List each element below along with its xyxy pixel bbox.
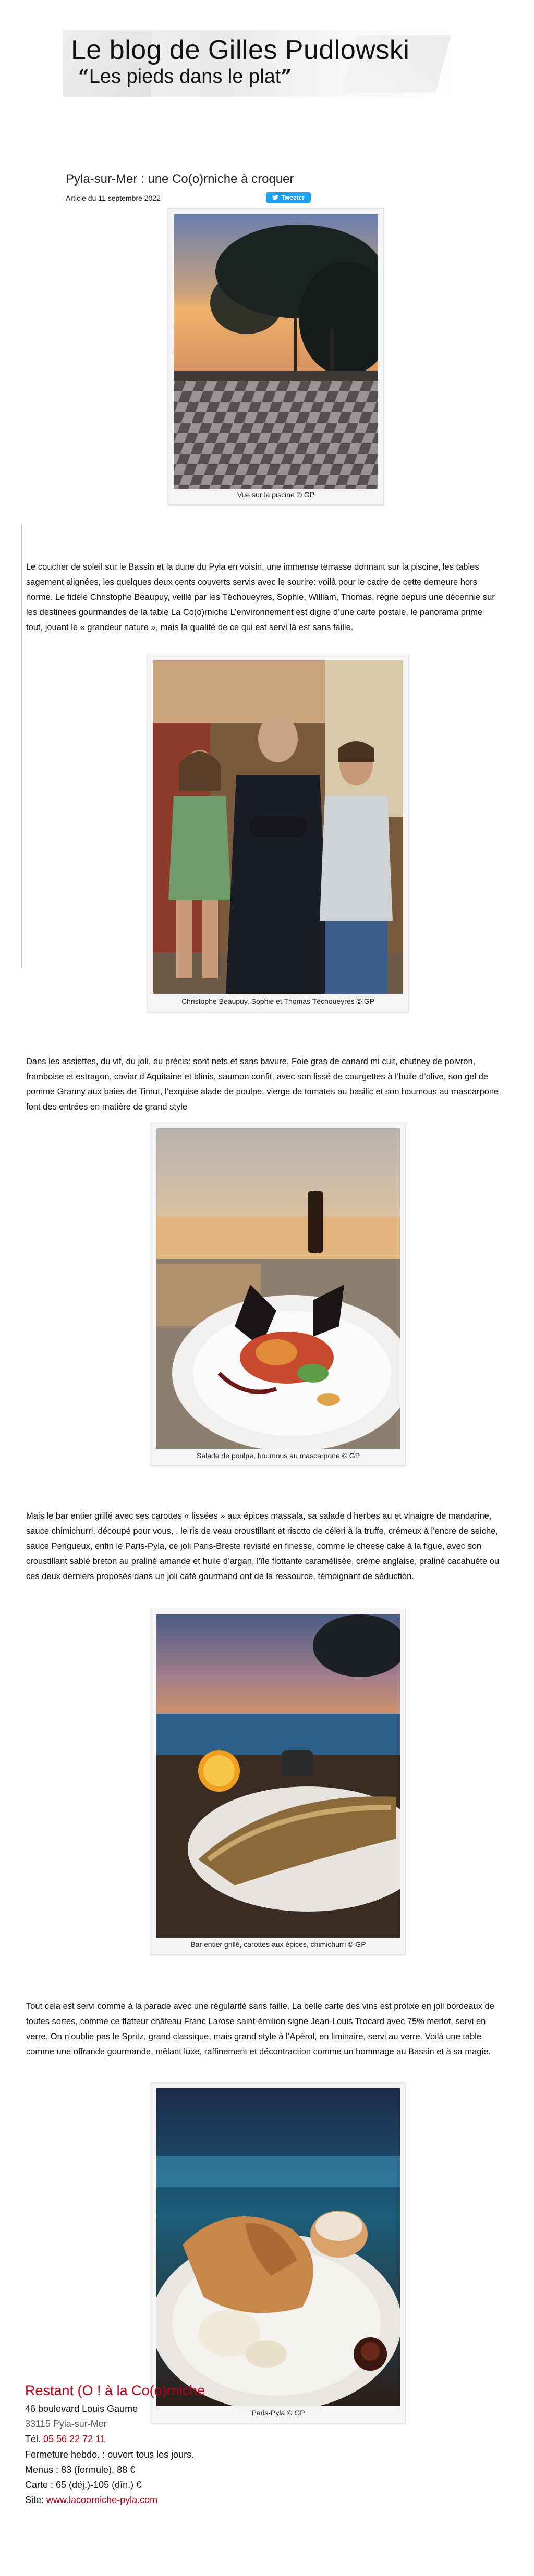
pool-view-photo <box>174 214 378 489</box>
site-label: Site: <box>25 2495 47 2505</box>
restaurant-menus: Menus : 83 (formule), 88 € <box>25 2464 136 2475</box>
post-date: Article du 11 septembre 2022 <box>66 194 161 202</box>
restaurant-closing: Fermeture hebdo. : ouvert tous les jours. <box>25 2449 195 2460</box>
open-quote-mark: “ <box>78 66 89 88</box>
paris-pyla-photo <box>156 2088 400 2406</box>
grilled-bass-photo <box>156 1614 400 1938</box>
tagline-text: Les pieds dans le plat <box>89 66 281 88</box>
octopus-salad-photo <box>156 1128 400 1449</box>
photo-figure-team <box>147 655 409 1012</box>
article-paragraph: Mais le bar entier grillé avec ses carottes « lissées » aux épices massala, sa salade d’herbes au et vinaigre de mandarine, sauce chimichurri, découpé pour vous, , le ris de veau croustillant et risotto de céleri à la truffe, crémeux à l’encre de seiche, sauce Perigueux, enfin le Paris-Pyla, ce joli Paris-Breste revisité en finesse, comme le cheese cake à la figue, avec son croustillant sablé breton au praliné amande et huile d’argan, l’île flottante caramélisée, crème anglaise, praliné cacahuète ou ces deux derniers proposés dans un joli café gourmand ont de la ressource, témoignant de séduction. <box>26 1511 500 1581</box>
article-paragraph: Le coucher de soleil sur le Bassin et la dune du Pyla en voisin, une immense terrasse donnant sur la piscine, les tables sagement alignées, les quelques deux cents couverts servis avec le sourire: voilà pour le cadre de cette demeure hors norme. Le fidèle Christophe Beaupuy, veillé par les Téchoueyres, Sophie, William, Thomas, règne depuis une décennie sur les destinées gourmandes de la table La Co(o)rniche L’environnement est digne d’une carte postale, le panorama prime tout, jouant le « grandeur nature », mais la qualité de ce qui est servi là est sans faille. <box>26 562 495 632</box>
team-photo <box>153 660 403 994</box>
restaurant-carte: Carte : 65 (déj.)-105 (dîn.) € <box>25 2480 142 2490</box>
photo-caption: Christophe Beaupuy, Sophie et Thomas Téchoueyres © GP <box>181 997 374 1005</box>
photo-caption: Vue sur la piscine © GP <box>237 490 315 499</box>
restaurant-city-link[interactable]: 33115 Pyla-sur-Mer <box>25 2419 107 2429</box>
photo-figure-bass <box>151 1609 406 1955</box>
restaurant-address: 46 boulevard Louis Gaume <box>25 2404 138 2414</box>
photo-figure-salad <box>151 1123 406 1466</box>
article-paragraph: Dans les assiettes, du vif, du joli, du précis: sont nets et sans bavure. Foie gras de canard mi cuit, chutney de poivron, framboise et estragon, caviar d’Aquitaine et blinis, saumon confit, avec son lissé de courgettes à l’huile d’olive, son gel de pomme Granny aux baies de Timut, l’exquise alade de poulpe, vierge de tomates au basilic et son houmous au mascarpone font des entrées en matière de grand style <box>26 1057 499 1112</box>
website-link[interactable]: www.lacoorniche-pyla.com <box>46 2495 158 2505</box>
photo-figure-dessert <box>151 2082 406 2423</box>
photo-caption: Salade de poulpe, houmous au mascarpone © GP <box>196 1451 360 1460</box>
photo-figure-pool <box>168 208 384 505</box>
photo-caption: Bar entier grillé, carottes aux épices, chimichurri © GP <box>190 1940 366 1949</box>
tweet-label: Tweeter <box>281 194 305 201</box>
twitter-bird-icon <box>272 195 278 200</box>
tweet-button[interactable] <box>266 192 311 203</box>
photo-caption: Paris-Pyla © GP <box>251 2409 305 2417</box>
quote-rule <box>21 524 22 968</box>
restaurant-site-line <box>25 2495 157 2506</box>
post-title: Pyla-sur-Mer : une Co(o)rniche à croquer <box>66 172 294 186</box>
restaurant-name: Restant (O ! à la Co(o)rniche <box>25 2383 205 2398</box>
restaurant-phone-line <box>25 2434 105 2445</box>
close-quote-mark: ” <box>281 66 292 88</box>
site-title[interactable]: Le blog de Gilles Pudlowski <box>71 35 410 65</box>
phone-link[interactable]: 05 56 22 72 11 <box>43 2434 105 2444</box>
article-paragraph: Tout cela est servi comme à la parade avec une régularité sans faille. La belle carte des vins est prolixe en joli bordeaux de toutes sortes, comme ce flatteur château Franc Larose saint-émilion signé Jean-Louis Trocard avec 75% merlot, servi en verre. On n’oublie pas le Spritz, grand classique, mais grand style à l’Apérol, en liminaire, servi au verre. Voilà une table comme une offrande gourmande, mêlant luxe, raffinement et décontraction comme un hommage au Bassin et à sa magie. <box>26 2002 494 2056</box>
phone-label: Tél. <box>25 2434 44 2444</box>
site-tagline <box>78 66 292 88</box>
